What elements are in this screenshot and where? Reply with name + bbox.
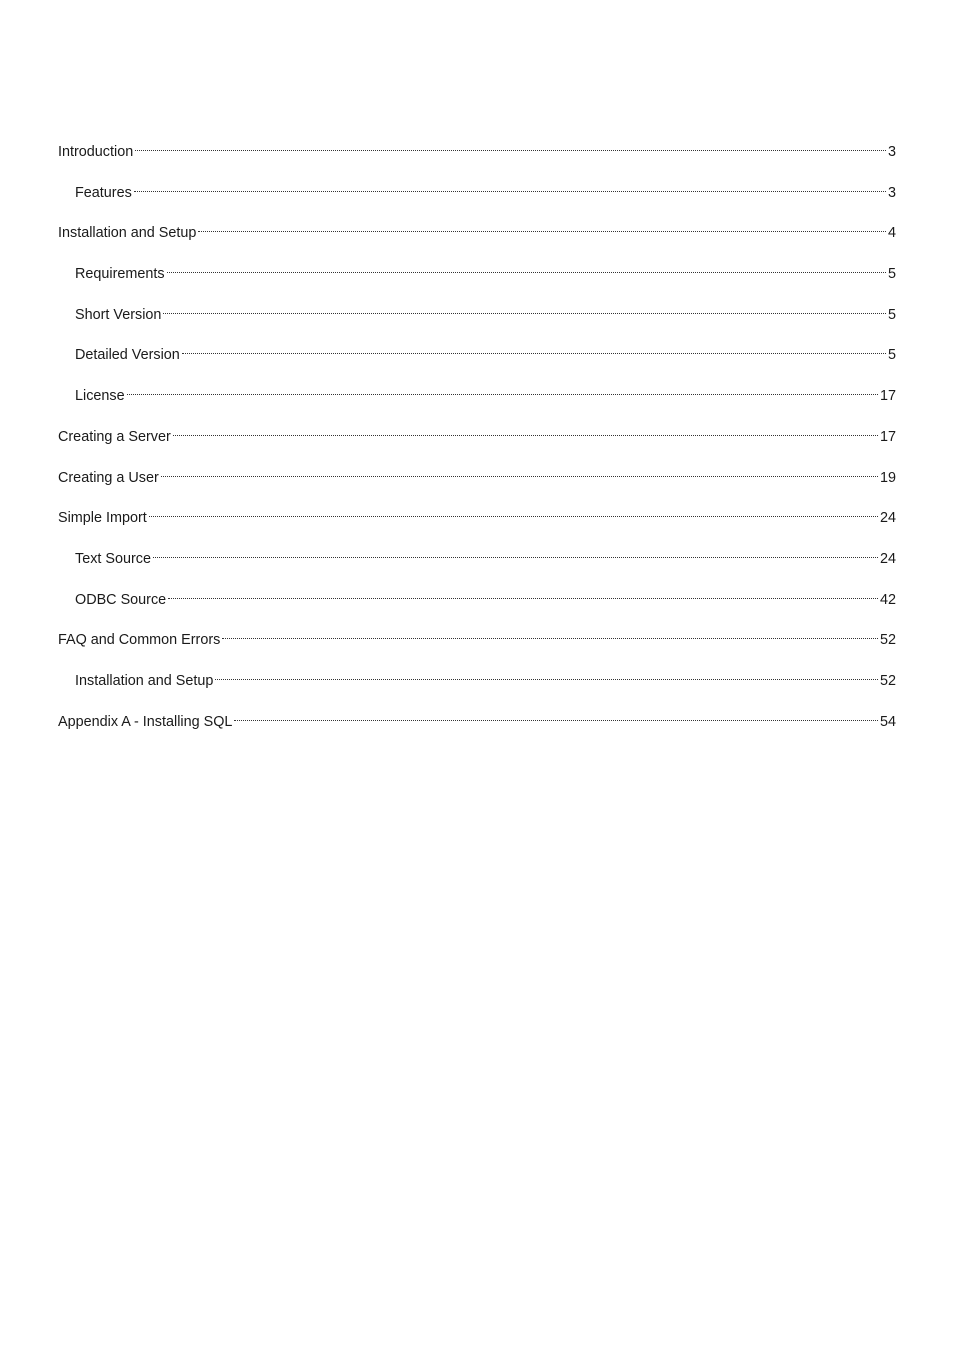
toc-entry-introduction[interactable]	[58, 135, 896, 176]
toc-entry-creating-a-user[interactable]	[58, 461, 896, 502]
toc-dot-leader	[163, 293, 886, 314]
toc-entry-title: Simple Import	[58, 510, 147, 527]
toc-entry-page: 52	[879, 672, 896, 689]
toc-entry-short-version[interactable]	[58, 298, 896, 339]
toc-entry-page: 52	[879, 632, 896, 649]
toc-dot-leader	[168, 578, 878, 599]
toc-dot-leader	[234, 700, 878, 721]
toc-entry-title: Detailed Version	[75, 347, 180, 364]
toc-entry-creating-a-server[interactable]	[58, 420, 896, 461]
toc-dot-leader	[149, 496, 878, 517]
toc-dot-leader	[173, 415, 878, 436]
toc-dot-leader	[153, 537, 878, 558]
toc-entry-page: 5	[887, 306, 896, 323]
toc-entry-simple-import[interactable]	[58, 501, 896, 542]
toc-dot-leader	[182, 333, 886, 354]
toc-entry-faq-and-common-errors[interactable]	[58, 623, 896, 664]
toc-entry-title: Installation and Setup	[58, 225, 197, 242]
toc-entry-page: 54	[879, 713, 896, 730]
toc-entry-appendix-a[interactable]	[58, 705, 896, 746]
toc-entry-title: Introduction	[58, 144, 134, 160]
toc-dot-leader	[127, 374, 878, 395]
toc-entry-page: 24	[879, 510, 896, 527]
toc-entry-page: 3	[887, 144, 896, 160]
toc-entry-license[interactable]	[58, 379, 896, 420]
toc-dot-leader	[161, 456, 878, 477]
toc-entry-page: 42	[879, 591, 896, 608]
toc-entry-title: Short Version	[75, 306, 162, 323]
toc-dot-leader	[167, 252, 886, 273]
toc-dot-leader	[134, 171, 886, 192]
toc-entry-page: 5	[887, 347, 896, 364]
toc-entry-title: Requirements	[75, 266, 165, 283]
toc-entry-page: 19	[879, 469, 896, 486]
toc-entry-detailed-version[interactable]	[58, 338, 896, 379]
toc-entry-page: 17	[879, 428, 896, 445]
toc-entry-features[interactable]	[58, 176, 896, 217]
toc-entry-faq-installation-and-setup[interactable]	[58, 664, 896, 705]
toc-entry-title: FAQ and Common Errors	[58, 632, 221, 649]
toc-entry-title: Appendix A - Installing SQL	[58, 713, 233, 730]
toc-entry-page: 17	[879, 388, 896, 405]
toc-entry-text-source[interactable]	[58, 542, 896, 583]
toc-entry-title: Creating a Server	[58, 428, 171, 445]
toc-entry-page: 24	[879, 550, 896, 567]
toc-entry-title: License	[75, 388, 125, 405]
toc-entry-odbc-source[interactable]	[58, 583, 896, 624]
toc-dot-leader	[135, 130, 886, 151]
toc-entry-requirements[interactable]	[58, 257, 896, 298]
toc-entry-title: ODBC Source	[75, 591, 167, 608]
toc-entry-page: 3	[887, 184, 896, 201]
toc-dot-leader	[215, 659, 878, 680]
toc-dot-leader	[198, 211, 886, 232]
toc-entry-title: Features	[75, 184, 132, 201]
toc-entry-page: 4	[887, 225, 896, 242]
toc-entry-title: Creating a User	[58, 469, 159, 486]
toc-entry-installation-and-setup[interactable]	[58, 216, 896, 257]
table-of-contents	[58, 135, 896, 745]
toc-entry-title: Text Source	[75, 550, 151, 567]
toc-dot-leader	[222, 618, 878, 639]
toc-entry-title: Installation and Setup	[75, 672, 214, 689]
toc-entry-page: 5	[887, 266, 896, 283]
